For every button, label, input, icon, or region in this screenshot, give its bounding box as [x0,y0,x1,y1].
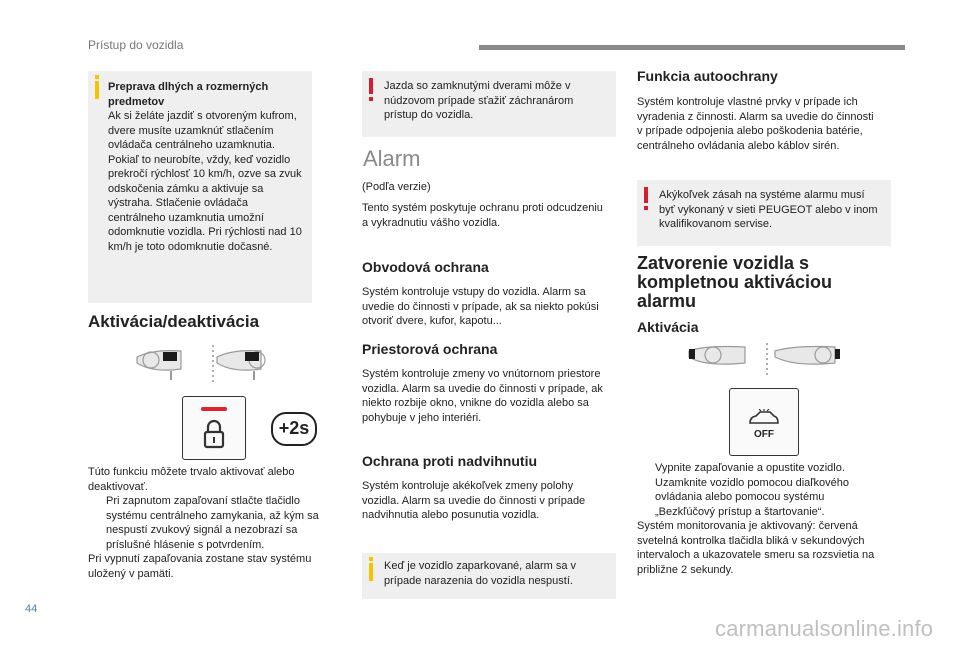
section-heading-self-protection: Funkcia autoochrany [637,68,778,84]
perimeter-text: Systém kontroluje vstupy do vozidla. Alarm sa uvedie do činnosti v prípade, ak sa niekto pokúsi otvoriť dvere, kufor, kapotu... [362,286,599,327]
alarm-activation-outro: Systém monitorovania je aktivovaný: červená svetelná kontrolka tlačidla bliká v sekundových intervaloch a ukazovatele smeru sa rozsvietia na približne 2 sekundy. [637,520,875,576]
off-label: OFF [754,429,774,440]
list-item: Uzamknite vozidlo pomocou diaľkového ovládania alebo pomocou systému „Bezkľúčový prístup a štartovanie“. [655,476,849,518]
activation-intro: Túto funkciu môžete trvalo aktivovať alebo deaktivovať. [88,466,295,493]
volumetric-text: Systém kontroluje zmeny vo vnútornom priestore vozidla. Alarm sa uvedie do činnosti v prípade, ak niekto rozbije okno, vnikne do vozidla alebo sa pohybuje v jeho interiéri. [362,368,603,424]
activation-step [88,494,333,552]
header-bar [479,45,905,50]
info-icon [95,81,99,99]
watermark: carmanualsonline.info [715,616,934,641]
activation-step-text: Pri zapnutom zapaľovaní stlačte tlačidlo systému centrálneho zamykania, až kým sa nespustí zvukový signál a nezobrazí sa príslušné hlásenie s potvrdením. [106,495,319,551]
warning-box-locked-doors [362,71,616,137]
warning-box-service-text: Akýkoľvek zásah na systéme alarmu musí byť vykonaný v sieti PEUGEOT alebo v inom kvalifikovanom servise. [659,189,878,230]
alarm-variant: (Podľa verzie) [362,181,431,193]
section-heading-locking-alarm: Zatvorenie vozidla s kompletnou aktiváciou alarmu [637,253,833,311]
section-heading-tilt: Ochrana proti nadvihnutiu [362,453,538,469]
hold-2s-icon: +2s [271,412,317,446]
warning-icon [369,78,373,94]
section-heading-volumetric: Priestorová ochrana [362,341,498,357]
alarm-off-button [729,388,799,456]
info-box-parked [362,553,616,599]
car-alarm-icon [748,409,780,427]
warning-icon [644,187,648,203]
info-box-text: Ak si želáte jazdiť s otvoreným kufrom, dvere musíte uzamknúť stlačením ovládača centrálneho uzamknutia. Pokiaľ to neurobíte, vždy, keď vozidlo prekročí rýchlosť 10 km/h, ozve sa zvuk odskočenia zámku a aktivuje sa výstraha. Stlačenie ovládača centrálneho uzamknutia umožní odomknutie vozidla. Pri rýchlosti nad 10 km/h je toto odomknutie dočasné. [108,110,302,253]
self-protection-text: Systém kontroluje vlastné prvky v prípade ich vyradenia z činnosti. Alarm sa uvedie do činnosti v prípade odpojenia alebo poškodenia batérie, centrálneho ovládania alebo káblov sirén. [637,96,874,152]
activation-outro: Pri vypnutí zapaľovania zostane stav systému uložený v pamäti. [88,553,312,580]
led-indicator [201,407,227,411]
section-heading-perimeter: Obvodová ochrana [362,259,489,275]
steering-wheels-illustration-2 [685,341,845,379]
activation-text [88,465,333,581]
alarm-intro: Tento systém poskytuje ochranu proti odcudzeniu a vykradnutiu vášho vozidla. [362,202,603,229]
steering-wheel-icon [137,345,265,385]
subheading-activation: Aktivácia [637,319,699,335]
info-box-parked-text: Keď je vozidlo zaparkované, alarm sa v prípade narazenia do vozidla nespustí. [384,560,577,587]
alarm-activation-text [637,461,887,577]
info-box-title: Preprava dlhých a rozmerných predmetov [108,81,269,108]
lock-icon [203,419,225,449]
info-icon [369,563,373,581]
warning-box-service [637,180,891,246]
lock-button [182,396,246,460]
running-header: Prístup do vozidla [88,38,184,52]
tilt-text: Systém kontroluje akékoľvek zmeny polohy vozidla. Alarm sa uvedie do činnosti v prípade nadvihnutia alebo posunutia vozidla. [362,480,586,521]
alarm-title: Alarm [363,146,421,171]
list-item: Vypnite zapaľovanie a opustite vozidlo. [655,462,845,474]
section-heading-activation: Aktivácia/deaktivácia [88,312,260,331]
page-number: 44 [25,603,38,615]
steering-wheels-illustration [133,343,293,388]
warning-box-text: Jazda so zamknutými dverami môže v núdzovom prípade sťažiť záchranárom prístup do vozidla. [384,80,574,121]
info-box-cargo [88,71,312,303]
